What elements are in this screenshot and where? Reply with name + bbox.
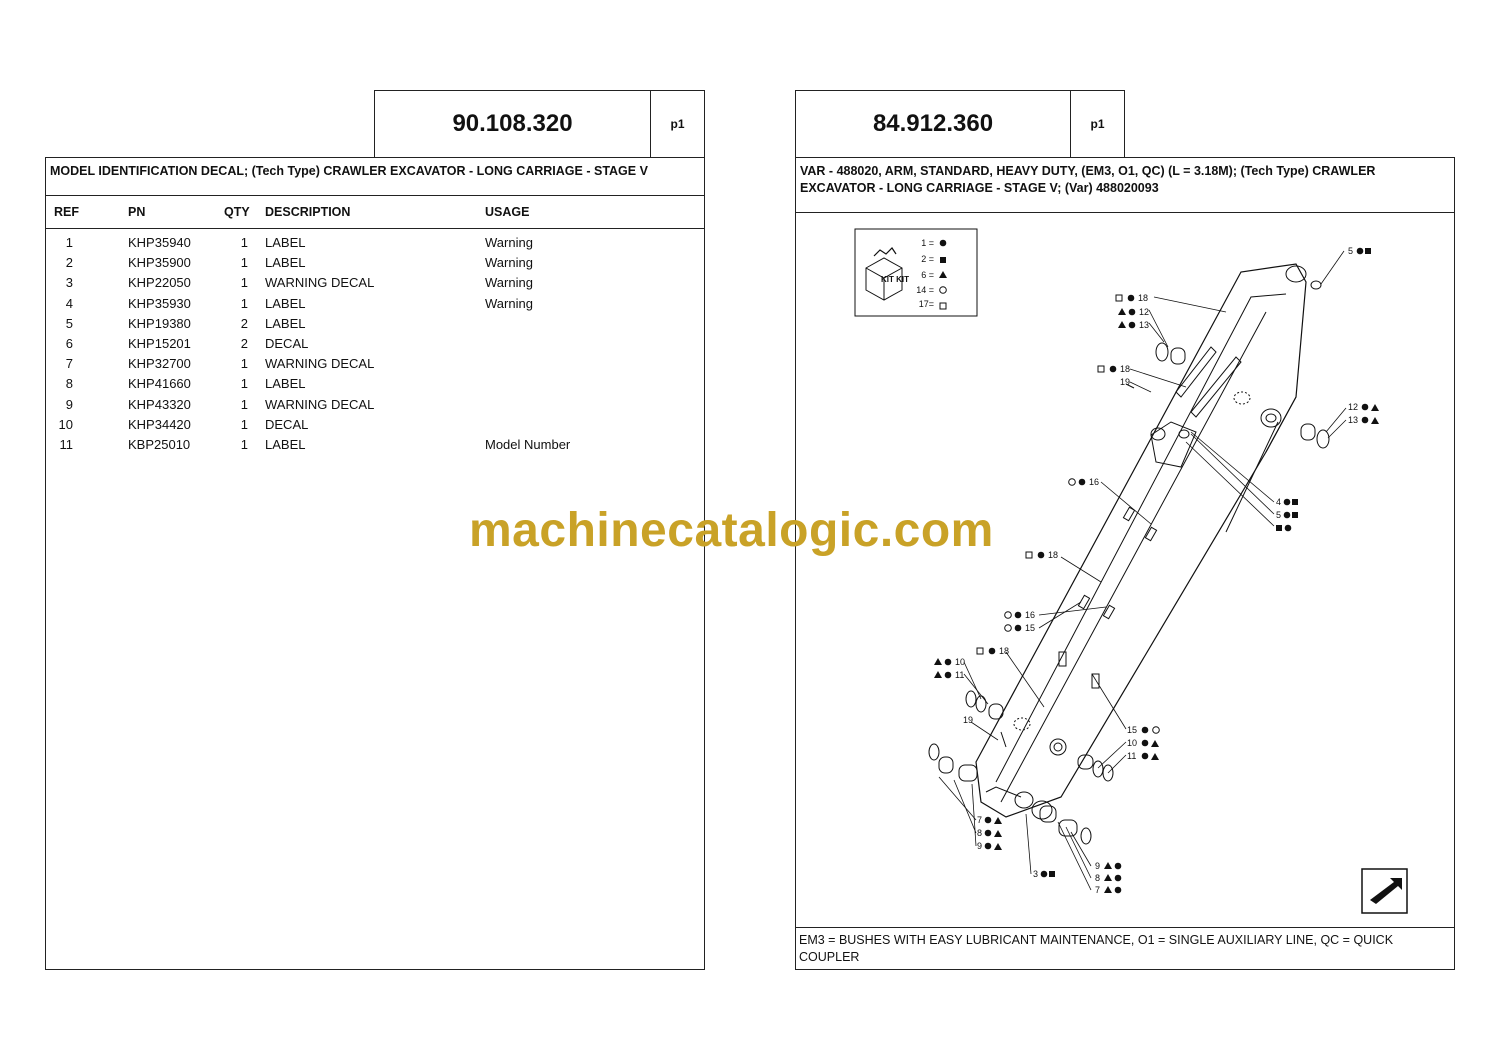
ref-cell: 10 [58, 416, 73, 432]
table-row [46, 273, 704, 293]
ref-cell: 3 [65, 275, 73, 291]
table-row [46, 435, 704, 455]
svg-text:9: 9 [1095, 861, 1101, 871]
description-cell: WARNING DECAL [265, 356, 375, 372]
description-cell: LABEL [265, 376, 306, 392]
svg-text:17=: 17= [918, 299, 934, 309]
svg-text:7: 7 [977, 815, 983, 825]
usage-cell: Warning [485, 235, 533, 250]
right-doc-number: 84.912.360 [795, 90, 1071, 158]
svg-text:11: 11 [1127, 751, 1137, 761]
description-cell: DECAL [265, 416, 309, 432]
svg-text:7: 7 [1095, 885, 1101, 895]
svg-text:13: 13 [1348, 415, 1359, 425]
svg-text:12: 12 [1348, 402, 1359, 412]
description-cell: LABEL [265, 255, 306, 271]
pn-cell: KHP35900 [128, 255, 191, 271]
qty-cell: 2 [240, 315, 248, 331]
qty-cell: 1 [240, 275, 248, 291]
right-diagram-panel [795, 157, 1455, 970]
left-page-number: p1 [650, 90, 705, 158]
col-usage: USAGE [485, 205, 530, 219]
svg-text:18: 18 [999, 646, 1010, 656]
pn-cell: KHP35930 [128, 295, 191, 311]
usage-cell: Warning [485, 255, 533, 271]
ref-cell: 7 [65, 356, 73, 372]
svg-text:9: 9 [977, 841, 983, 851]
col-qty: QTY [224, 205, 250, 219]
svg-text:4: 4 [1276, 497, 1282, 507]
qty-cell: 1 [240, 396, 248, 412]
qty-cell: 1 [240, 235, 248, 250]
table-row [46, 314, 704, 334]
ref-cell: 9 [65, 396, 73, 412]
table-row [46, 415, 704, 435]
ref-cell: 1 [65, 235, 73, 250]
svg-text:5: 5 [1276, 510, 1282, 520]
table-row [46, 294, 704, 314]
table-row [46, 395, 704, 415]
ref-cell: 4 [65, 295, 73, 311]
svg-text:8: 8 [1095, 873, 1101, 883]
pn-cell: KHP43320 [128, 396, 191, 412]
svg-text:19: 19 [1120, 377, 1131, 387]
description-cell: LABEL [265, 437, 306, 452]
watermark: machinecatalogic.com [469, 504, 994, 557]
svg-text:8: 8 [977, 828, 983, 838]
col-ref: REF [54, 205, 79, 219]
description-cell: DECAL [265, 336, 309, 351]
svg-text:10: 10 [1127, 738, 1138, 748]
svg-text:3: 3 [1033, 869, 1039, 879]
svg-text:18: 18 [1120, 364, 1131, 374]
svg-text:11: 11 [955, 670, 965, 680]
arm-exploded-diagram [796, 202, 1454, 926]
pn-cell: KHP22050 [128, 275, 191, 291]
svg-text:1 =: 1 = [921, 238, 934, 248]
ref-cell: 8 [65, 376, 73, 392]
svg-text:12: 12 [1139, 307, 1150, 317]
qty-cell: 1 [240, 255, 248, 271]
table-row [46, 354, 704, 374]
left-title: MODEL IDENTIFICATION DECAL; (Tech Type) CRAWLER EXCAVATOR - LONG CARRIAGE - STAGE V [46, 158, 704, 196]
svg-text:15: 15 [1025, 623, 1036, 633]
table-row [46, 233, 704, 253]
table-row [46, 334, 704, 354]
legend-entries [916, 238, 947, 309]
svg-text:18: 18 [1048, 550, 1059, 560]
svg-text:6 =: 6 = [921, 270, 934, 280]
pn-cell: KBP25010 [128, 437, 191, 452]
pn-cell: KHP19380 [128, 315, 191, 331]
svg-text:15: 15 [1127, 725, 1138, 735]
right-title: VAR - 488020, ARM, STANDARD, HEAVY DUTY, (EM3, O1, QC) (L = 3.18M); (Tech Type) CRAWLER EXCAVATOR - LONG CARRIAGE - STAGE V; (Var) 488020093 [796, 158, 1454, 213]
pn-cell: KHP41660 [128, 376, 191, 392]
col-pn: PN [128, 205, 146, 219]
svg-text:2 =: 2 = [921, 254, 934, 264]
svg-text:10: 10 [955, 657, 966, 667]
kit-label: KIT KIT [881, 275, 909, 284]
table-row [46, 374, 704, 394]
usage-cell: Warning [485, 295, 533, 311]
description-cell: WARNING DECAL [265, 275, 375, 291]
ref-cell: 5 [65, 315, 73, 331]
pn-cell: KHP35940 [128, 235, 191, 250]
qty-cell: 1 [240, 416, 248, 432]
qty-cell: 1 [240, 376, 248, 392]
qty-cell: 1 [240, 437, 248, 452]
pn-cell: KHP32700 [128, 356, 191, 372]
ref-cell: 6 [65, 336, 73, 351]
right-footnote: EM3 = BUSHES WITH EASY LUBRICANT MAINTENANCE, O1 = SINGLE AUXILIARY LINE, QC = QUICK COUPLER [796, 927, 1454, 969]
description-cell: LABEL [265, 295, 306, 311]
svg-text:14 =: 14 = [916, 285, 934, 295]
ref-cell: 2 [65, 255, 73, 271]
description-cell: WARNING DECAL [265, 396, 375, 412]
svg-text:13: 13 [1139, 320, 1150, 330]
usage-cell: Model Number [485, 437, 571, 452]
left-table-header [46, 196, 704, 229]
right-page-number: p1 [1070, 90, 1125, 158]
pn-cell: KHP15201 [128, 336, 191, 351]
qty-cell: 2 [240, 336, 248, 351]
qty-cell: 1 [240, 356, 248, 372]
table-row [46, 253, 704, 273]
svg-text:16: 16 [1089, 477, 1100, 487]
svg-text:5: 5 [1348, 246, 1354, 256]
callouts [934, 246, 1379, 895]
svg-text:16: 16 [1025, 610, 1036, 620]
svg-text:18: 18 [1138, 293, 1149, 303]
kit-icon [866, 248, 902, 300]
svg-text:19: 19 [963, 715, 974, 725]
col-description: DESCRIPTION [265, 205, 351, 219]
usage-cell: Warning [485, 275, 533, 291]
qty-cell: 1 [240, 295, 248, 311]
left-parts-panel [45, 157, 705, 970]
left-doc-number: 90.108.320 [374, 90, 651, 158]
description-cell: LABEL [265, 315, 306, 331]
ref-cell: 11 [59, 437, 73, 452]
description-cell: LABEL [265, 235, 306, 250]
pn-cell: KHP34420 [128, 416, 191, 432]
